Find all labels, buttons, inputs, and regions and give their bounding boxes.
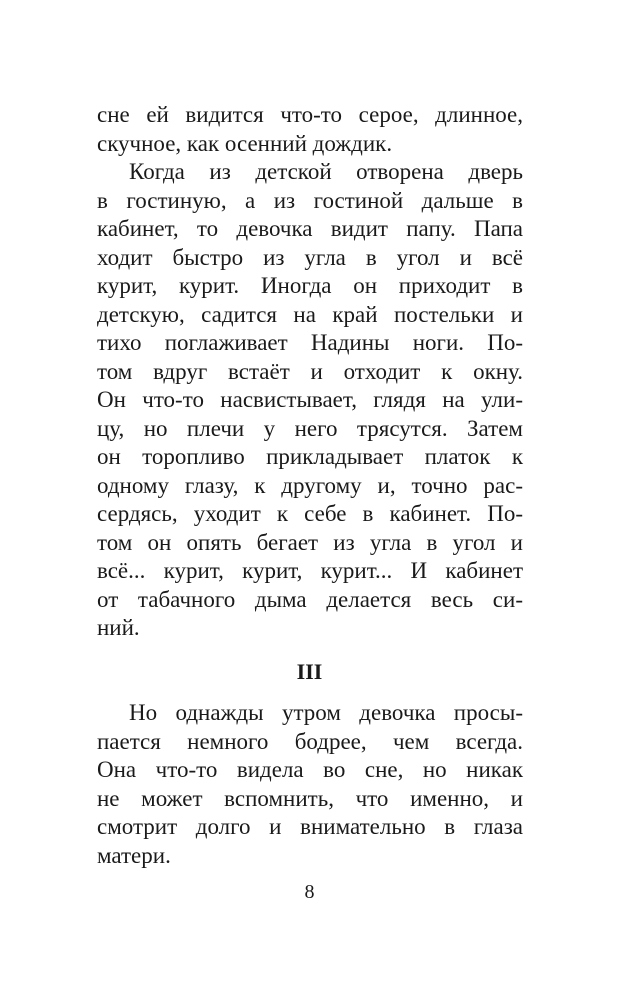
text-line: смотрит долго и внимательно в глаза [97, 814, 523, 839]
text-line: всё... курит, курит, курит... И кабинет [97, 558, 523, 583]
text-line: сне ей видится что-то серое, длинное, [97, 102, 523, 127]
text-line: курит, курит. Иногда он приходит в [97, 273, 523, 298]
page-number: 8 [304, 881, 315, 903]
text-line: ний. [97, 615, 140, 640]
chapter-heading: III [296, 659, 323, 684]
text-line: скучное, как осенний дождик. [97, 130, 393, 156]
text-line: матери. [97, 842, 171, 868]
text-line: детскую, садится на край постельки и [97, 301, 523, 327]
text-line: он торопливо прикладывает платок к [97, 444, 523, 469]
text-line: пается немного бодрее, чем всегда. [97, 728, 523, 754]
text-line: том вдруг встаёт и отходит к окну. [97, 358, 523, 384]
text-line: от табачного дыма делается весь си- [97, 586, 523, 612]
text-line: одному глазу, к другому и, точно рас- [97, 472, 523, 498]
text-line: не может вспомнить, что именно, и [97, 785, 523, 811]
text-line: цу, но плечи у него трясутся. Затем [97, 415, 523, 441]
text-line: кабинет, то девочка видит папу. Папа [97, 216, 523, 241]
text-line: том он опять бегает из угла в угол и [97, 529, 523, 555]
text-line: сердясь, уходит к себе в кабинет. По- [97, 501, 523, 526]
body-text-bottom [97, 699, 523, 870]
text-line: ходит быстро из угла в угол и всё [97, 244, 523, 270]
text-line: тихо поглаживает Надины ноги. По- [97, 330, 523, 355]
text-line: Но однажды утром девочка просы- [129, 700, 523, 725]
text-line: Когда из детской отворена дверь [129, 159, 523, 184]
text-line: Она что-то видела во сне, но никак [97, 757, 523, 782]
body-text-top [97, 101, 523, 643]
text-line: в гостиную, а из гостиной дальше в [97, 187, 523, 213]
text-line: Он что-то насвистывает, глядя на ули- [97, 387, 523, 412]
